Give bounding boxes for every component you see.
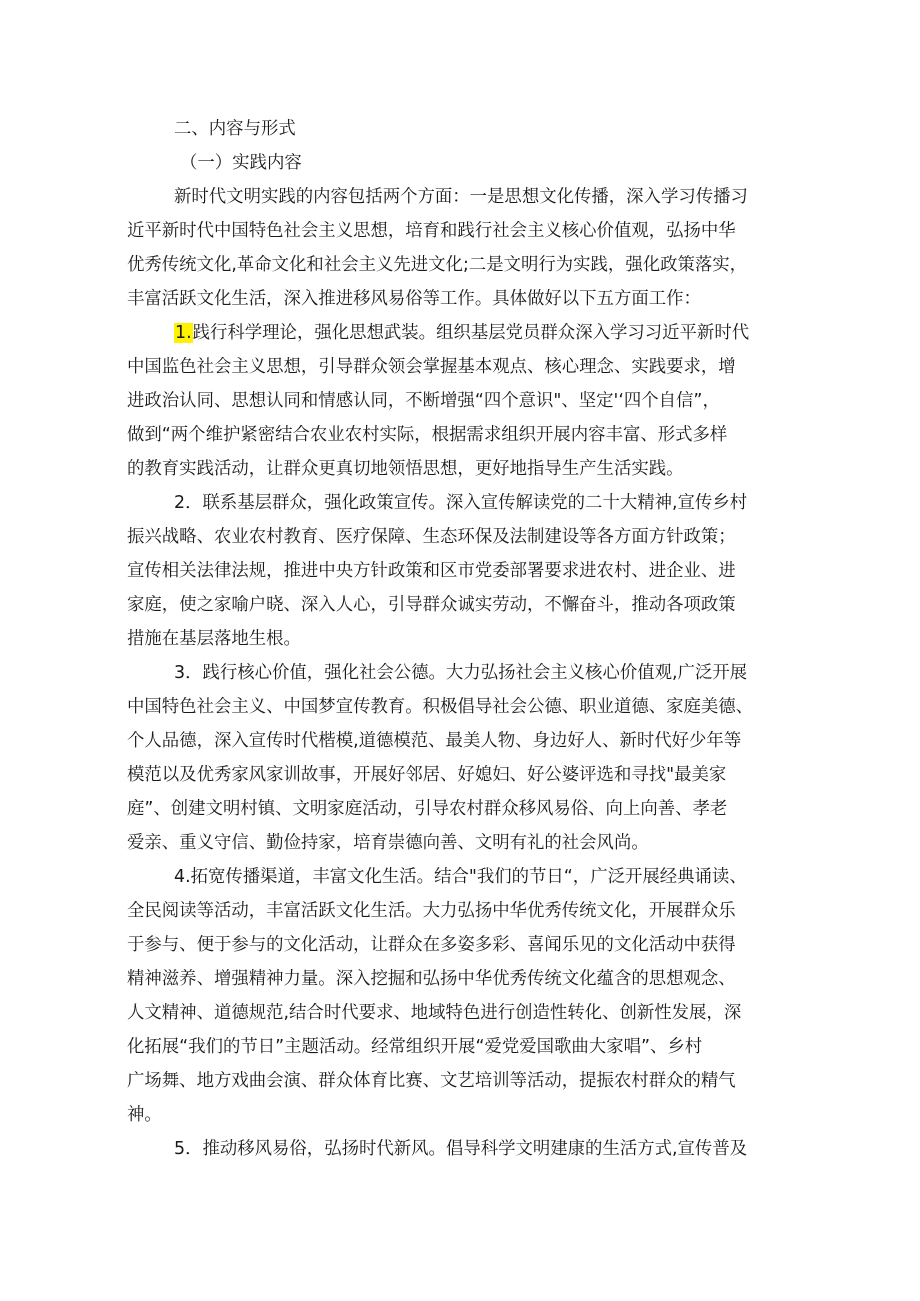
item-3-paragraph	[127, 656, 793, 860]
text-line: 广场舞、地方戏曲会演、群众体育比赛、文艺培训等活动，提振农村群众的精气	[127, 1071, 736, 1091]
intro-paragraph	[127, 180, 793, 316]
text-line: 新时代文明实践的内容包括两个方面：一是思想文化传播，深入学习传播习	[174, 187, 748, 207]
document-body	[127, 112, 793, 1166]
text-line: 优秀传统文化,革命文化和社会主义先进文化;二是文明行为实践，强化政策落实，	[127, 255, 748, 275]
text-line: 近平新时代中国特色社会主义思想，培育和践行社会主义核心价值观，弘扬中华	[127, 221, 736, 241]
text-line: 中国监色社会主义思想，引导群众领会掌握基本观点、核心理念、实践要求，增	[127, 357, 736, 377]
text-line: 进政治认同、思想认同和情感认同，不断增强“四个意识"、坚定'‘四个自信”，	[127, 391, 720, 411]
text-line: 振兴战略、农业农村教育、医疗保障、生态环保及法制建设等各方面方针政策；	[127, 527, 736, 547]
text-line: 庭”、创建文明村镇、文明家庭活动，引导农村群众移风易俗、向上向善、孝老	[127, 799, 728, 819]
text-line: 模范以及优秀家风家训故事，开展好邻居、好媳妇、好公婆评选和寻找"最美家	[127, 765, 727, 785]
item-5-paragraph	[127, 1132, 793, 1166]
text-line: 化拓展“我们的节日”主题活动。经常组织开展“爱党爱国歌曲大家唱”、乡村	[127, 1037, 703, 1057]
text-line: 5．推动移风易俗，弘扬时代新风。倡导科学文明建康的生活方式,宣传普及	[174, 1139, 748, 1159]
text-line: 3．践行核心价值，强化社会公德。大力弘扬社会主义核心价值观,广泛开展	[174, 663, 748, 683]
text-line: 的教育实践活动，让群众更真切地领悟思想，更好地指导生产生活实践。	[127, 459, 684, 479]
text-line: 中国特色社会主义、中国梦宣传教育。积极倡导社会公德、职业道德、家庭美德、	[127, 697, 754, 717]
text-line: 于参与、便于参与的文化活动，让群众在多姿多彩、喜闻乐见的文化活动中获得	[127, 935, 736, 955]
text-line: 措施在基层落地生根。	[127, 629, 301, 649]
text-run: 践行科学理论，强化思想武装。组织基层党员群众深入学习习近平新时代	[192, 323, 750, 343]
item-1-paragraph	[127, 316, 793, 486]
text-line: 丰富活跃文化生活，深入推进移风易俗等工作。具体做好以下五方面工作：	[127, 289, 701, 309]
text-line: 人文精神、道德规范,结合时代要求、地域特色进行创造性转化、创新性发展，深	[127, 1003, 742, 1023]
text-line: 精神滋养、增强精神力量。深入挖掘和弘扬中华优秀传统文化蕴含的思想观念、	[127, 969, 736, 989]
item-2-paragraph	[127, 486, 793, 656]
text-line	[127, 316, 793, 350]
text-line: 宣传相关法律法规，推进中央方针政策和区市党委部署要求进农村、进企业、进	[127, 561, 736, 581]
item-4-paragraph	[127, 860, 793, 1132]
text-line: 爱亲、重义守信、勤俭持家，培育崇德向善、文明有礼的社会风尚。	[127, 833, 649, 853]
text-line: 2．联系基层群众，强化政策宣传。深入宣传解读党的二十大精神,宣传乡村	[174, 493, 748, 513]
text-line: 个人品德，深入宣传时代楷模,道德模范、最美人物、身边好人、新时代好少年等	[127, 731, 742, 751]
section-heading: 二、内容与形式	[174, 119, 296, 139]
text-line: 神。	[127, 1105, 162, 1125]
text-line: 全民阅读等活动，丰富活跃文化生活。大力弘扬中华优秀传统文化，开展群众乐	[127, 901, 736, 921]
text-line: 4.拓宽传播渠道，丰富文化生活。结合"我们的节日“，广泛开展经典诵读、	[174, 867, 747, 887]
text-line: 做到“两个维护紧密结合农业农村实际，根据需求组织开展内容丰富、形式多样	[127, 425, 728, 445]
subsection-heading: （一）实践内容	[180, 153, 302, 173]
text-line: 家庭，使之家喻户晓、深入人心，引导群众诚实劳动，不懈奋斗，推动各项政策	[127, 595, 736, 615]
highlighted-item-number: 1.	[175, 323, 192, 343]
